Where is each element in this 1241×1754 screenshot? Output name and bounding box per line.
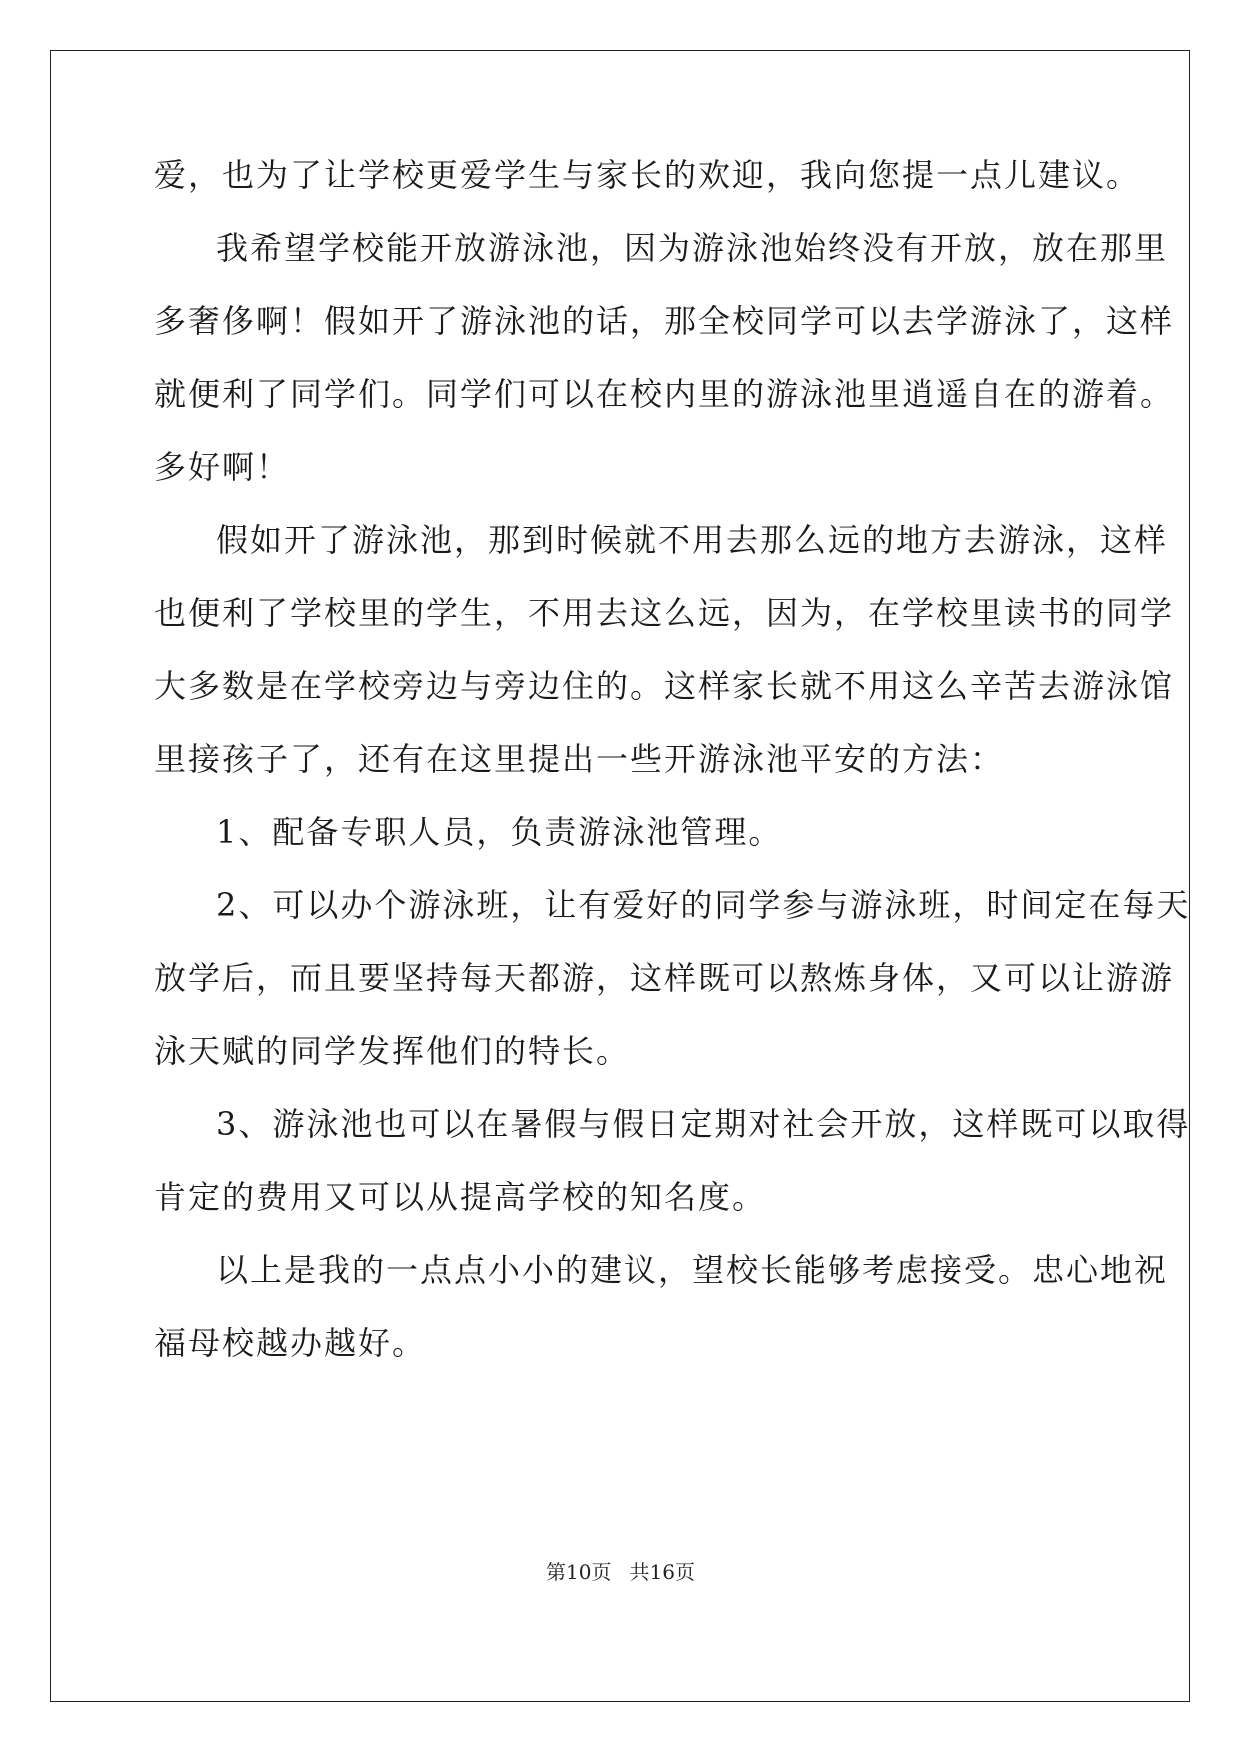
text-line: 就便利了同学们。同学们可以在校内里的游泳池里逍遥自在的游着。: [154, 375, 1175, 413]
text-line: 也便利了学校里的学生，不用去这么远，因为，在学校里读书的同学: [154, 594, 1175, 632]
page-number-total: 共16页: [629, 1560, 695, 1584]
text-line: 泳天赋的同学发挥他们的特长。: [154, 1032, 631, 1070]
text-line: 2、可以办个游泳班，让有爱好的同学参与游泳班，时间定在每天: [216, 886, 1191, 924]
text-line: 我希望学校能开放游泳池，因为游泳池始终没有开放，放在那里: [216, 229, 1169, 267]
page-footer: [0, 1560, 1241, 1584]
text-line: 多好啊！: [154, 448, 291, 486]
text-line: 里接孩子了，还有在这里提出一些开游泳池平安的方法：: [154, 740, 1005, 778]
text-line: 假如开了游泳池，那到时候就不用去那么远的地方去游泳，这样: [216, 521, 1169, 559]
text-line: 肯定的费用又可以从提高学校的知名度。: [154, 1178, 767, 1216]
page-number-current: 第10页: [546, 1560, 612, 1584]
text-line: 福母校越办越好。: [154, 1324, 427, 1362]
text-line: 多奢侈啊！假如开了游泳池的话，那全校同学可以去学游泳了，这样: [154, 302, 1175, 340]
text-line: 放学后，而且要坚持每天都游，这样既可以熬炼身体，又可以让游游: [154, 959, 1175, 997]
text-line: 3、游泳池也可以在暑假与假日定期对社会开放，这样既可以取得: [216, 1105, 1191, 1143]
text-line: 爱，也为了让学校更爱学生与家长的欢迎，我向您提一点儿建议。: [154, 156, 1141, 194]
text-line: 大多数是在学校旁边与旁边住的。这样家长就不用这么辛苦去游泳馆: [154, 667, 1175, 705]
text-line: 1、配备专职人员，负责游泳池管理。: [216, 813, 783, 851]
text-line: 以上是我的一点点小小的建议，望校长能够考虑接受。忠心地祝: [216, 1251, 1169, 1289]
page-border: [50, 50, 1190, 1702]
